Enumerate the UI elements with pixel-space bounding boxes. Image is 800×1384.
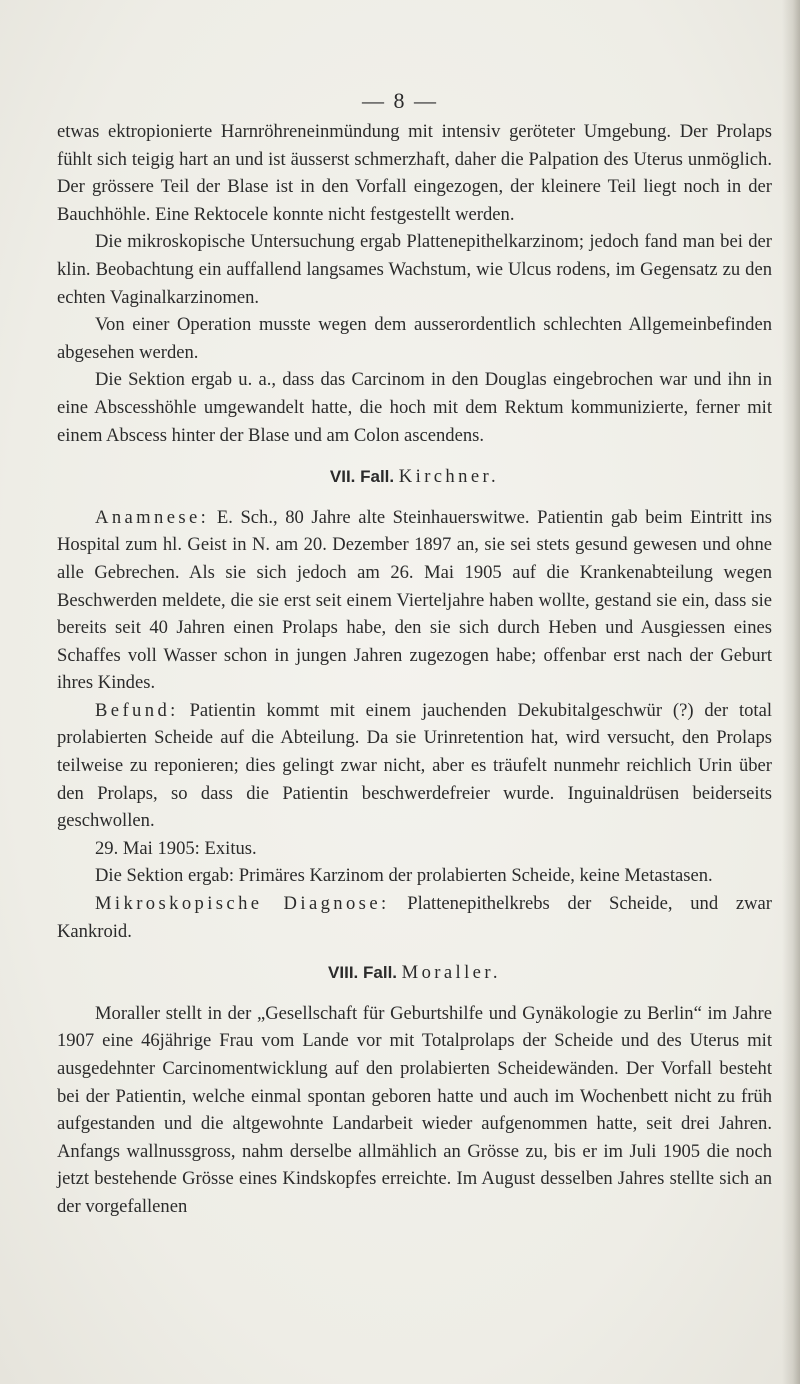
case-7-name: Kirchner. — [398, 466, 500, 488]
case-7-sektion: Die Sektion ergab: Primäres Karzinom der prolabierten Scheide, keine Metastasen. — [95, 865, 713, 887]
case-7-diagnose — [57, 890, 772, 945]
page-edge-shadow — [782, 0, 800, 1384]
diagnose-label: Mikroskopische Diagnose: — [95, 893, 390, 915]
case-7-exitus: 29. Mai 1905: Exitus. — [95, 837, 257, 859]
paragraph-sektion: Die Sektion ergab u. a., dass das Carcinom in den Douglas eingebrochen war und ihn in eine Abscesshöhle umgewandelt hatte, die hoch mit dem Rektum kommunizierte, ferner mit einem Abscess hinter der Blase und am Colon ascendens. — [57, 369, 772, 446]
anamnese-label: Anamnese: — [95, 506, 210, 528]
anamnese-text: E. Sch., 80 Jahre alte Steinhauerswitwe. Patientin gab beim Eintritt ins Hospital zum hl. Geist in N. am 20. Dezember 1897 an, sie sei stets gesund gewesen und ohne alle Gebrechen. Als sie sich jedoch am 26. Mai 1905 auf die Krankenabteilung wegen Beschwerden meldete, die sie erst seit einem Vierteljahre haben wollte, gestand sie ein, dass sie bereits seit 40 Jahren einen Prolaps habe, den sie sich durch Heben und Ausgiessen eines Schaffes voll Wasser schon in jungen Jahren zugezogen habe; offenbar erst nach der Geburt ihres Kindes. — [57, 506, 773, 694]
case-8-heading — [57, 959, 772, 987]
paragraph-operation: Von einer Operation musste wegen dem ausserordentlich schlechten Allgemeinbefinden abgesehen werden. — [57, 314, 772, 363]
case-8-name: Moraller. — [401, 962, 501, 984]
case-8-text: Moraller stellt in der „Gesellschaft für Geburtshilfe und Gynäkologie zu Berlin“ im Jahre 1907 eine 46jährige Frau vom Lande vor mit Totalprolaps der Scheide und des Uterus mit ausgedehnter Carcinomentwicklung auf den prolabierten Scheidewänden. Der Vorfall besteht bei der Patientin, welche einmal spontan geboren hatte und auch im Wochenbett nicht zu früh aufgestanden und die altgewohnte Landarbeit wieder aufgenommen hatte, seit drei Jahren. Anfangs wallnussgross, nahm derselbe allmählich an Grösse zu, bis er im Juli 1905 die noch jetzt bestehende Grösse eines Kindskopfes erreichte. Im August desselben Jahres stellte sich an der vorgefallenen — [57, 1002, 772, 1217]
page-number: — 8 — — [362, 88, 438, 113]
case-7-label: VII. Fall. — [329, 467, 395, 487]
paragraph-microscopy: Die mikroskopische Untersuchung ergab Plattenepithelkarzinom; jedoch fand man bei der klin. Beobachtung ein auffallend langsames Wachstum, wie Ulcus rodens, im Gegensatz zu den echten Vaginalkarzinomen. — [57, 231, 772, 308]
befund-text: Patientin kommt mit einem jauchenden Dekubitalgeschwür (?) der total prolabierten Scheide auf die Abteilung. Da sie Urinretention hat, wird versucht, den Prolaps teilweise zu reponieren; dies gelingt zwar nicht, aber es träufelt nunmehr reichlich Urin über den Prolaps, so dass die Patientin beschwerdefreier wurde. Inguinaldrüsen beiderseits geschwollen. — [57, 699, 772, 832]
case-8-label: VIII. Fall. — [328, 963, 398, 983]
befund-label: Befund: — [95, 699, 179, 721]
case-7-heading — [57, 463, 772, 491]
paragraph-continued: etwas ektropionierte Harnröhreneinmündung mit intensiv geröteter Umgebung. Der Prolaps fühlt sich teigig hart an und ist äusserst schmerzhaft, daher die Palpation des Uterus unmöglich. Der grössere Teil der Blase ist in den Vorfall eingezogen, der kleinere Teil liegt noch in der Bauchhöhle. Eine Rektocele konnte nicht festgestellt werden. — [57, 121, 772, 225]
diagnose-text: Plattenepithelkrebs der Scheide, und zwar Kankroid. — [57, 893, 772, 942]
case-7-anamnese — [57, 504, 772, 697]
body-text — [57, 118, 772, 1221]
case-7-befund — [57, 697, 772, 835]
